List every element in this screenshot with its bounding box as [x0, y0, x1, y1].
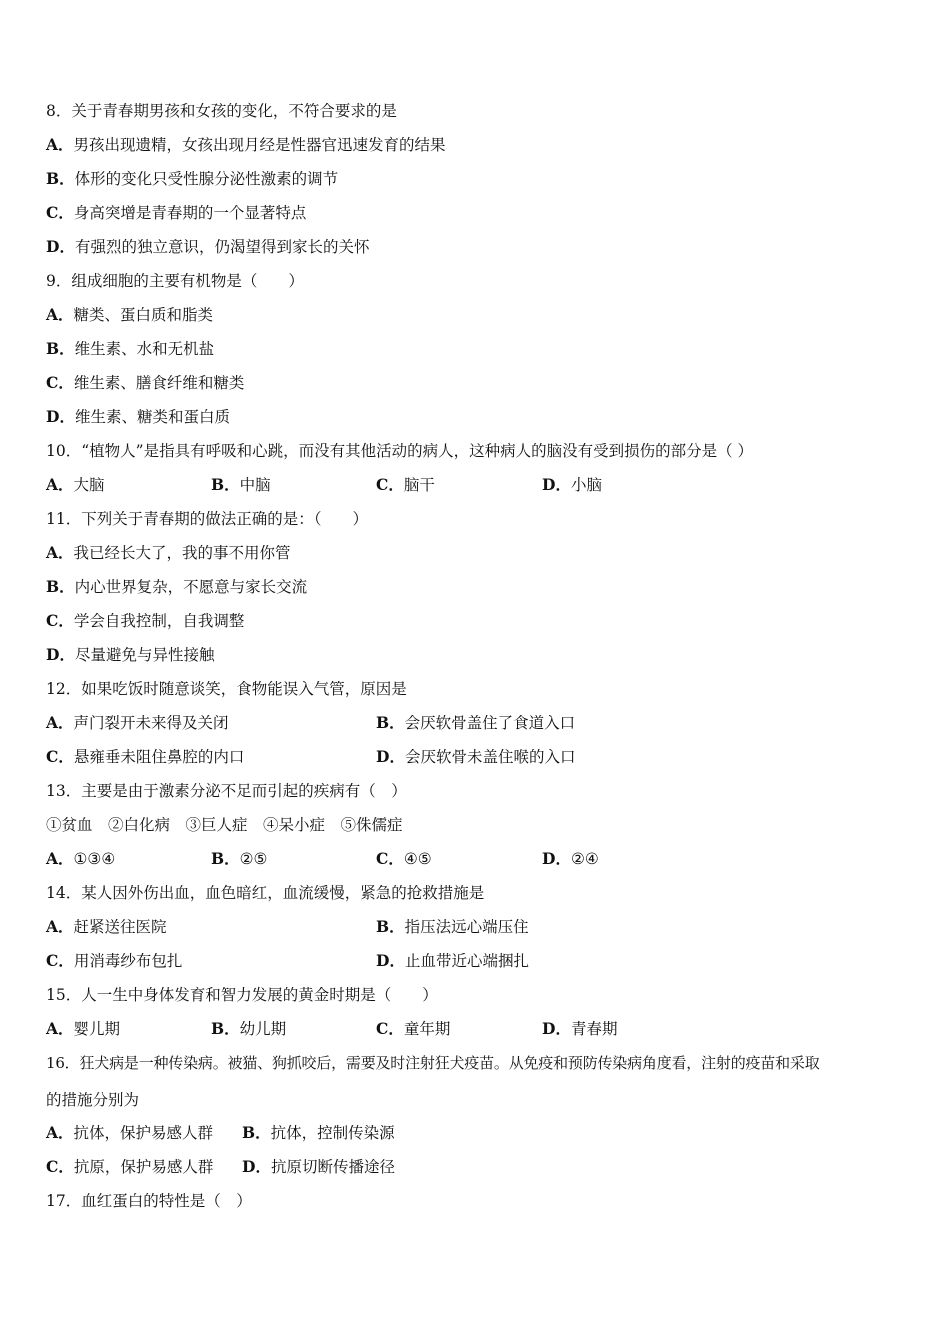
option-letter: A． [46, 305, 74, 324]
option-12-b [376, 711, 575, 735]
option-text: 小脑 [570, 476, 602, 494]
question-stem: 某人因外伤出血，血色暗红，血流缓慢，紧急的抢救措施是 [81, 884, 485, 902]
option-letter: C． [46, 373, 74, 392]
option-letter: C． [46, 1157, 74, 1176]
question-stem: 主要是由于激素分泌不足而引起的疾病有（ ） [81, 782, 407, 800]
option-text: 学会自我控制，自我调整 [73, 612, 245, 630]
option-text: 内心世界复杂，不愿意与家长交流 [74, 578, 308, 596]
option-letter: B． [46, 577, 75, 596]
question-number: 15． [46, 986, 82, 1004]
question-stem: 组成细胞的主要有机物是（ ） [71, 272, 304, 290]
option-15-c [376, 1017, 450, 1041]
option-8-d [46, 235, 916, 259]
option-letter: A． [46, 135, 74, 154]
option-text: 抗原，保护易感人群 [73, 1158, 214, 1176]
option-9-a [46, 303, 916, 327]
options-row-13 [46, 847, 916, 871]
option-14-c [46, 949, 182, 973]
option-letter: D． [376, 951, 405, 970]
option-text: 幼儿期 [239, 1020, 287, 1038]
option-letter: B． [211, 849, 240, 868]
question-number: 17． [46, 1192, 82, 1210]
option-text: ②⑤ [239, 850, 268, 868]
question-11 [46, 507, 916, 531]
question-stem: 下列关于青春期的做法正确的是：（ ） [81, 510, 368, 528]
option-text: 会厌软骨未盖住喉的入口 [404, 748, 576, 766]
option-letter: C． [46, 203, 74, 222]
option-letter: A． [46, 849, 74, 868]
question-stem: 关于青春期男孩和女孩的变化，不符合要求的是 [71, 102, 397, 120]
question-15 [46, 983, 916, 1007]
option-text: 维生素、水和无机盐 [74, 340, 215, 358]
option-letter: D． [376, 747, 405, 766]
question-number: 13． [46, 782, 82, 800]
option-letter: B． [376, 713, 405, 732]
option-text: 脑干 [403, 476, 435, 494]
option-13-d [542, 847, 599, 871]
options-row-14-ab [46, 915, 916, 939]
option-16-c [46, 1155, 213, 1179]
options-row-16-ab [46, 1121, 916, 1145]
option-text: 会厌软骨盖住了食道入口 [404, 714, 576, 732]
option-9-b [46, 337, 916, 361]
option-text: 男孩出现遗精，女孩出现月经是性器官迅速发育的结果 [73, 136, 446, 154]
option-letter: A． [46, 1019, 74, 1038]
option-14-a [46, 915, 167, 939]
option-letter: D． [46, 407, 75, 426]
options-row-12-ab [46, 711, 916, 735]
option-text: 尽量避免与异性接触 [74, 646, 215, 664]
options-row-16-cd [46, 1155, 916, 1179]
option-letter: A． [46, 917, 74, 936]
option-14-b [376, 915, 529, 939]
option-text: 体形的变化只受性腺分泌性激素的调节 [74, 170, 339, 188]
options-row-10 [46, 473, 916, 497]
option-text: 指压法远心端压住 [404, 918, 529, 936]
question-number: 9． [46, 272, 72, 290]
options-row-15 [46, 1017, 916, 1041]
question-stem-continued: 的措施分别为 [46, 1091, 140, 1109]
option-11-b [46, 575, 916, 599]
option-letter: C． [376, 1019, 404, 1038]
question-number: 10． [46, 442, 82, 460]
option-11-d [46, 643, 916, 667]
option-11-a [46, 541, 916, 565]
option-16-b [242, 1121, 395, 1145]
option-text: 赶紧送往医院 [73, 918, 167, 936]
option-letter: C． [46, 747, 74, 766]
option-8-a [46, 133, 916, 157]
question-17 [46, 1189, 916, 1213]
option-16-a [46, 1121, 213, 1145]
question-stem: 人一生中身体发育和智力发展的黄金时期是（ ） [81, 986, 438, 1004]
option-text: ①③④ [73, 850, 116, 868]
option-text: 青春期 [570, 1020, 618, 1038]
question-number: 12． [46, 680, 82, 698]
option-letter: B． [211, 1019, 240, 1038]
option-10-a [46, 473, 105, 497]
option-text: 声门裂开未来得及关闭 [73, 714, 229, 732]
option-14-d [376, 949, 529, 973]
option-13-b [211, 847, 267, 871]
option-text: 身高突增是青春期的一个显著特点 [73, 204, 307, 222]
option-letter: C． [46, 611, 74, 630]
option-13-a [46, 847, 115, 871]
option-letter: D． [46, 237, 75, 256]
option-letter: D． [542, 1019, 571, 1038]
option-12-c [46, 745, 244, 769]
option-letter: B． [242, 1123, 271, 1142]
question-number: 8． [46, 102, 72, 120]
question-16 [46, 1051, 916, 1075]
question-16-cont [46, 1088, 916, 1112]
option-text: 抗原切断传播途径 [270, 1158, 395, 1176]
question-10 [46, 439, 916, 463]
question-13-items [46, 813, 916, 837]
question-stem: 狂犬病是一种传染病。被猫、狗抓咬后，需要及时注射狂犬疫苗。从免疫和预防传染病角度看，注射的疫苗和采取 [79, 1054, 820, 1072]
option-10-c [376, 473, 435, 497]
question-number: 11． [46, 510, 82, 528]
option-10-d [542, 473, 602, 497]
option-9-d [46, 405, 916, 429]
option-letter: A． [46, 713, 74, 732]
option-15-b [211, 1017, 286, 1041]
option-letter: A． [46, 1123, 74, 1142]
option-text: 止血带近心端捆扎 [404, 952, 529, 970]
question-stem: 如果吃饭时随意谈笑，食物能误入气管，原因是 [81, 680, 407, 698]
option-letter: C． [376, 475, 404, 494]
question-stem: 血红蛋白的特性是（ ） [81, 1192, 252, 1210]
option-text: 用消毒纱布包扎 [73, 952, 183, 970]
option-text: 维生素、糖类和蛋白质 [74, 408, 230, 426]
options-row-12-cd [46, 745, 916, 769]
option-13-c [376, 847, 432, 871]
option-letter: D． [46, 645, 75, 664]
option-text: 大脑 [73, 476, 105, 494]
question-8 [46, 99, 916, 123]
option-letter: B． [376, 917, 405, 936]
option-text: 抗体，保护易感人群 [73, 1124, 214, 1142]
disease-list: ①贫血 ②白化病 ③巨人症 ④呆小症 ⑤侏儒症 [46, 816, 403, 834]
option-text: 维生素、膳食纤维和糖类 [73, 374, 245, 392]
option-15-d [542, 1017, 617, 1041]
option-letter: B． [211, 475, 240, 494]
option-letter: C． [46, 951, 74, 970]
question-9 [46, 269, 916, 293]
option-16-d [242, 1155, 395, 1179]
option-letter: D． [542, 475, 571, 494]
option-11-c [46, 609, 916, 633]
option-letter: B． [46, 169, 75, 188]
option-letter: A． [46, 543, 74, 562]
option-text: ④⑤ [403, 850, 432, 868]
option-text: ②④ [570, 850, 599, 868]
option-letter: D． [242, 1157, 271, 1176]
option-text: 中脑 [239, 476, 271, 494]
option-letter: B． [46, 339, 75, 358]
option-text: 抗体，控制传染源 [270, 1124, 395, 1142]
option-12-a [46, 711, 229, 735]
question-number: 16． [46, 1054, 80, 1072]
option-8-c [46, 201, 916, 225]
option-letter: C． [376, 849, 404, 868]
option-letter: D． [542, 849, 571, 868]
option-text: 婴儿期 [73, 1020, 121, 1038]
option-text: 有强烈的独立意识，仍渴望得到家长的关怀 [74, 238, 370, 256]
option-10-b [211, 473, 271, 497]
option-text: 我已经长大了，我的事不用你管 [73, 544, 291, 562]
question-stem: “植物人”是指具有呼吸和心跳，而没有其他活动的病人，这种病人的脑没有受到损伤的部分是（ ） [81, 442, 754, 460]
option-8-b [46, 167, 916, 191]
question-number: 14． [46, 884, 82, 902]
option-text: 糖类、蛋白质和脂类 [73, 306, 214, 324]
question-12 [46, 677, 916, 701]
option-letter: A． [46, 475, 74, 494]
option-15-a [46, 1017, 120, 1041]
question-14 [46, 881, 916, 905]
option-12-d [376, 745, 575, 769]
option-text: 悬雍垂未阻住鼻腔的内口 [73, 748, 245, 766]
question-13 [46, 779, 916, 803]
options-row-14-cd [46, 949, 916, 973]
option-9-c [46, 371, 916, 395]
option-text: 童年期 [403, 1020, 451, 1038]
